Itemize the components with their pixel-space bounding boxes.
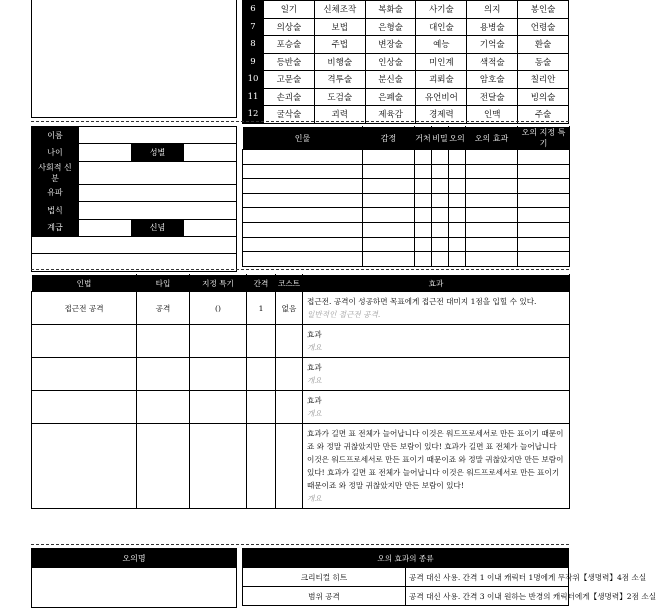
ninpo-note: 개요 [307, 343, 322, 352]
relation-cell[interactable] [243, 252, 363, 267]
skill-row-number: 12 [243, 106, 264, 124]
ougi-type-header: 오의 효과의 종류 [243, 549, 569, 568]
skill-row-number: 10 [243, 71, 264, 89]
skill-cell[interactable]: 경제력 [416, 106, 467, 124]
skill-cell[interactable]: 도검술 [314, 88, 365, 106]
rel-header-location: 거처 [415, 127, 432, 150]
skill-cell[interactable]: 신체조작 [314, 1, 365, 19]
relation-cell[interactable] [466, 252, 518, 267]
skill-cell[interactable]: 빙의술 [518, 88, 569, 106]
relation-row [243, 208, 570, 223]
ninpo-effect[interactable] [303, 391, 570, 424]
relation-cell[interactable] [363, 208, 415, 223]
skill-cell[interactable]: 암호술 [467, 71, 518, 89]
ninpo-cost[interactable]: 없음 [276, 292, 303, 325]
ninpo-header-cost: 코스트 [276, 275, 303, 292]
school-field[interactable] [79, 184, 237, 201]
relation-cell[interactable] [518, 208, 570, 223]
skill-cell[interactable]: 환술 [518, 36, 569, 54]
relation-cell[interactable] [432, 164, 449, 179]
ninpo-note: 개요 [307, 376, 322, 385]
skill-cell[interactable]: 굴삭술 [264, 106, 315, 124]
skill-cell[interactable]: 괴력 [314, 106, 365, 124]
relation-cell[interactable] [518, 179, 570, 194]
relation-cell[interactable] [466, 164, 518, 179]
relation-cell[interactable] [363, 237, 415, 252]
belief-field[interactable] [184, 219, 237, 236]
relation-cell[interactable] [518, 222, 570, 237]
relation-cell[interactable] [415, 150, 432, 165]
skill-cell[interactable]: 칠리안 [518, 71, 569, 89]
skill-cell[interactable]: 고문술 [264, 71, 315, 89]
relation-cell[interactable] [363, 222, 415, 237]
character-info-table [31, 126, 237, 272]
ninpo-header-effect: 효과 [303, 275, 570, 292]
ougi-type-row [243, 587, 569, 606]
relation-cell[interactable] [363, 150, 415, 165]
relation-cell[interactable] [415, 222, 432, 237]
belief-label: 신념 [131, 219, 184, 236]
relation-cell[interactable] [518, 237, 570, 252]
skill-row [243, 18, 569, 36]
section-divider [31, 121, 569, 122]
ougi-type-desc: 공격 대신 사용. 간격 3 이내 원하는 반경의 캐릭터에게【생명력】2점 소실 [406, 587, 569, 606]
skill-cell[interactable]: 의상술 [264, 18, 315, 36]
relation-cell[interactable] [415, 164, 432, 179]
skill-cell[interactable]: 주술 [518, 106, 569, 124]
ougi-name-table [31, 548, 237, 608]
relation-cell[interactable] [243, 150, 363, 165]
relation-cell[interactable] [449, 179, 466, 194]
relation-cell[interactable] [432, 252, 449, 267]
relation-cell[interactable] [363, 252, 415, 267]
rel-header-emotion: 감정 [363, 127, 415, 150]
skill-cell[interactable]: 사기술 [416, 1, 467, 19]
relation-cell[interactable] [449, 252, 466, 267]
skill-row [243, 88, 569, 106]
skill-cell[interactable]: 의지 [467, 1, 518, 19]
relation-cell[interactable] [415, 179, 432, 194]
ninpo-note: 개요 [307, 409, 322, 418]
relation-cell[interactable] [432, 222, 449, 237]
ougi-type-name: 크리티컬 히트 [243, 568, 406, 587]
rank-field[interactable] [79, 219, 132, 236]
skill-cell[interactable]: 전달술 [467, 88, 518, 106]
skill-cell[interactable]: 예능 [416, 36, 467, 54]
relation-cell[interactable] [432, 208, 449, 223]
skill-cell[interactable]: 색적술 [467, 53, 518, 71]
relation-cell[interactable] [466, 150, 518, 165]
ninpo-effect-text: 효과가 길면 표 전체가 늘어납니다 이것은 워드프로세서로 만든 표이기 때문이죠 와 정말 귀찮았지만 만든 보람이 있다! 효과가 길면 표 전체가 늘어납니다 이것은 워드프로세서로 만든 표이기 때문이죠 와 정말 귀찮았지만 만든 보람이 있다! 효과가 길면 표 전체가 늘어납니다 이것은 워드프로세서로 만든 표이기 때문이죠 와 정말 귀찮았지만 만든 보람이 있다! [307, 429, 564, 490]
skill-row-number: 8 [243, 36, 264, 54]
skill-row-number: 7 [243, 18, 264, 36]
skill-cell[interactable]: 인맥 [467, 106, 518, 124]
ninpo-note: 개요 [307, 494, 322, 503]
gender-field[interactable] [184, 144, 237, 161]
relation-cell[interactable] [518, 150, 570, 165]
ninpo-effect-text: 효과 [307, 396, 322, 405]
skill-cell[interactable]: 은폐술 [365, 88, 416, 106]
relation-cell[interactable] [466, 237, 518, 252]
relation-cell[interactable] [466, 208, 518, 223]
relation-cell[interactable] [466, 193, 518, 208]
ougi-type-table [242, 548, 656, 606]
skill-cell[interactable]: 기억술 [467, 36, 518, 54]
notes-line[interactable] [32, 236, 237, 253]
relation-cell[interactable] [449, 150, 466, 165]
relation-cell[interactable] [449, 208, 466, 223]
ninpo-effect-text: 효과 [307, 363, 322, 372]
rel-header-ougi-effect: 오의 효과 [466, 127, 518, 150]
skill-row [243, 36, 569, 54]
skill-row [243, 1, 569, 19]
relation-cell[interactable] [449, 222, 466, 237]
skill-cell[interactable]: 변장술 [365, 36, 416, 54]
skill-cell[interactable]: 용병술 [467, 18, 518, 36]
skill-cell[interactable]: 포승술 [264, 36, 315, 54]
skill-cell[interactable]: 일기 [264, 1, 315, 19]
ninpo-header-type: 타입 [137, 275, 190, 292]
portrait-panel [31, 0, 237, 118]
info-row-age [32, 144, 237, 161]
relation-cell[interactable] [466, 179, 518, 194]
rel-header-ougi: 오의 [449, 127, 466, 150]
ninpo-note: 일반적인 접근전 공격. [307, 310, 381, 319]
identity-field[interactable] [79, 161, 237, 184]
relation-row [243, 193, 570, 208]
relation-row [243, 164, 570, 179]
section-divider [31, 269, 569, 270]
gender-label: 성별 [131, 144, 184, 161]
relation-cell[interactable] [432, 150, 449, 165]
skill-cell[interactable]: 손괴술 [264, 88, 315, 106]
relation-cell[interactable] [363, 179, 415, 194]
ougi-type-name: 범위 공격 [243, 587, 406, 606]
relation-row [243, 237, 570, 252]
relation-cell[interactable] [243, 237, 363, 252]
rel-header-person: 인물 [243, 127, 363, 150]
ninpo-header-skill: 지정 특기 [190, 275, 247, 292]
relations-table [242, 126, 570, 267]
relation-row [243, 179, 570, 194]
ninpo-effect-text: 접근전. 공격이 성공하면 목표에게 접근전 대미지 1점을 입힐 수 있다. [307, 297, 537, 306]
relation-cell[interactable] [432, 179, 449, 194]
ninpo-row [32, 292, 570, 325]
law-field[interactable] [79, 202, 237, 219]
relation-cell[interactable] [415, 193, 432, 208]
skill-cell[interactable]: 등반술 [264, 53, 315, 71]
rel-header-ougi-skill: 오의 지정 특기 [518, 127, 570, 150]
ninpo-effect[interactable] [303, 292, 570, 325]
ougi-type-desc: 공격 대신 사용. 간격 1 이내 캐릭터 1명에게 무작위【생명력】4점 소실 [406, 568, 569, 587]
relation-cell[interactable] [449, 193, 466, 208]
age-field[interactable] [79, 144, 132, 161]
skills-table [242, 0, 569, 124]
relation-cell[interactable] [243, 164, 363, 179]
ougi-type-row [243, 568, 569, 587]
skill-cell[interactable]: 유언비어 [416, 88, 467, 106]
relation-cell[interactable] [415, 208, 432, 223]
ninpo-effect[interactable] [303, 325, 570, 358]
relation-cell[interactable] [243, 208, 363, 223]
ninpo-header-range: 간격 [247, 275, 276, 292]
skill-cell[interactable]: 보법 [314, 18, 365, 36]
relation-cell[interactable] [363, 164, 415, 179]
rank-label: 계급 [32, 219, 79, 236]
skill-cell[interactable]: 격투술 [314, 71, 365, 89]
name-field[interactable] [79, 127, 237, 144]
identity-label: 사회적 신분 [32, 161, 79, 184]
info-row-name [32, 127, 237, 144]
ninpo-effect[interactable] [303, 358, 570, 391]
skill-cell[interactable]: 제육감 [365, 106, 416, 124]
skill-row [243, 71, 569, 89]
relation-cell[interactable] [432, 193, 449, 208]
ougi-name-header: 오의명 [32, 549, 237, 568]
ougi-name-field[interactable] [32, 568, 237, 608]
name-label: 이름 [32, 127, 79, 144]
relation-cell[interactable] [518, 252, 570, 267]
relation-cell[interactable] [243, 193, 363, 208]
relation-row [243, 252, 570, 267]
skill-cell[interactable]: 미인계 [416, 53, 467, 71]
rel-header-secret: 비밀 [432, 127, 449, 150]
ninpo-skill[interactable]: () [190, 292, 247, 325]
ninpo-effect[interactable] [303, 424, 570, 509]
skill-cell[interactable]: 은형술 [365, 18, 416, 36]
skill-row-number: 11 [243, 88, 264, 106]
skill-cell[interactable]: 괴뢰술 [416, 71, 467, 89]
relation-cell[interactable] [415, 252, 432, 267]
ninpo-effect-text: 효과 [307, 330, 322, 339]
school-label: 유파 [32, 184, 79, 201]
relation-row [243, 150, 570, 165]
skill-cell[interactable]: 대인술 [416, 18, 467, 36]
relation-cell[interactable] [415, 237, 432, 252]
ninpo-row [32, 325, 570, 358]
skill-row-number: 6 [243, 1, 264, 19]
ninpo-row [32, 358, 570, 391]
relation-cell[interactable] [518, 193, 570, 208]
relation-row [243, 222, 570, 237]
law-label: 법식 [32, 202, 79, 219]
ninpo-range[interactable]: 1 [247, 292, 276, 325]
ninpo-row [32, 391, 570, 424]
skill-row [243, 53, 569, 71]
relation-cell[interactable] [432, 237, 449, 252]
skill-cell[interactable]: 봉인술 [518, 1, 569, 19]
age-label: 나이 [32, 144, 79, 161]
section-divider [31, 544, 569, 545]
relation-cell[interactable] [363, 193, 415, 208]
skill-row-number: 9 [243, 53, 264, 71]
ninpo-type[interactable]: 공격 [137, 292, 190, 325]
relation-cell[interactable] [449, 237, 466, 252]
skill-cell[interactable]: 언령술 [518, 18, 569, 36]
skill-cell[interactable]: 복화술 [365, 1, 416, 19]
relation-cell[interactable] [466, 222, 518, 237]
relation-cell[interactable] [243, 179, 363, 194]
skill-cell[interactable]: 인상술 [365, 53, 416, 71]
skill-cell[interactable]: 주법 [314, 36, 365, 54]
relation-cell[interactable] [518, 164, 570, 179]
skill-cell[interactable]: 동술 [518, 53, 569, 71]
ninpo-header-name: 인법 [32, 275, 137, 292]
relation-cell[interactable] [449, 164, 466, 179]
ninpo-name[interactable]: 접근전 공격 [32, 292, 137, 325]
ninpo-table [31, 274, 570, 509]
relation-cell[interactable] [243, 222, 363, 237]
skill-cell[interactable]: 비행술 [314, 53, 365, 71]
ninpo-row [32, 424, 570, 509]
skill-cell[interactable]: 분신술 [365, 71, 416, 89]
